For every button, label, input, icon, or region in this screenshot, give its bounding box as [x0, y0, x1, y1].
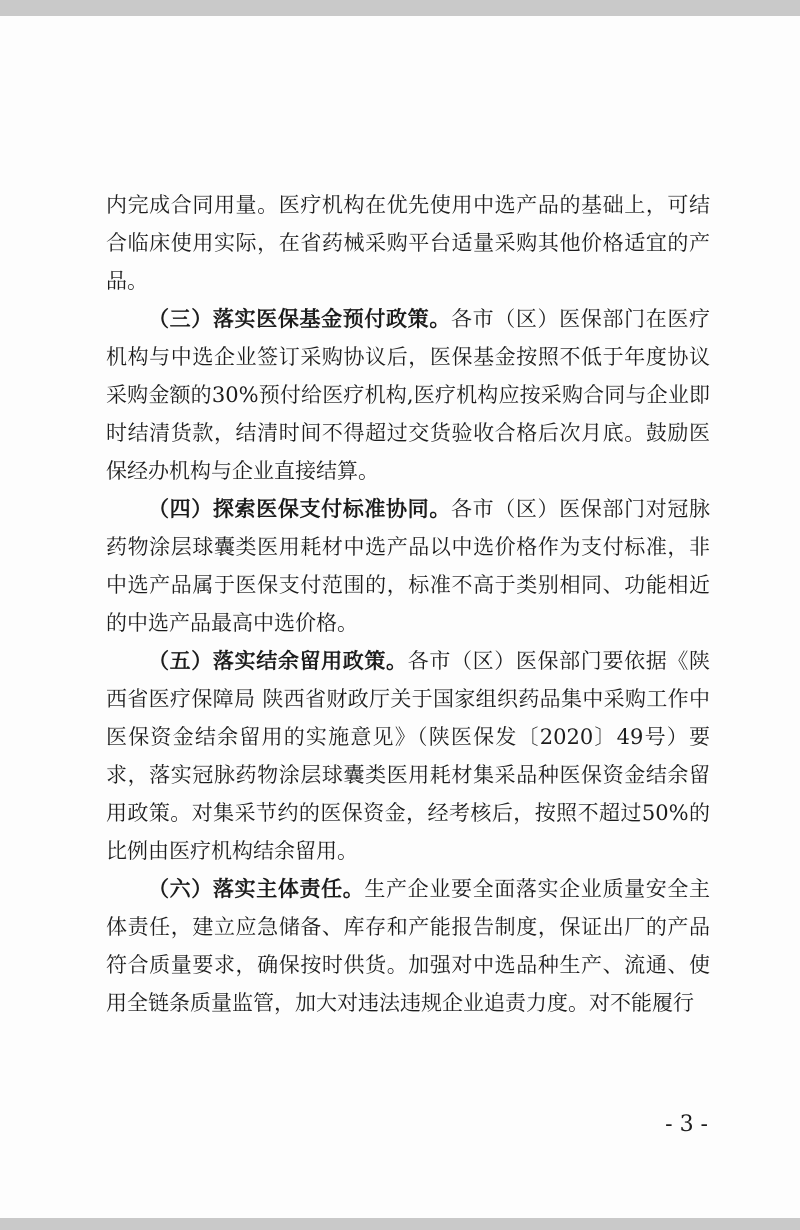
scan-border-bottom: [0, 1218, 800, 1230]
document-body: [106, 186, 710, 1022]
paragraph-section-4: [106, 490, 710, 642]
section-heading: （四）探索医保支付标准协同。: [148, 497, 451, 521]
section-heading: （六）落实主体责任。: [148, 877, 365, 901]
paragraph-text: 各市（区）医保部门在医疗机构与中选企业签订采购协议后，医保基金按照不低于年度协议采购金额的30%预付给医疗机构,医疗机构应按采购合同与企业即时结清货款，结清时间不得超过交货验收合格后次月底。鼓励医保经办机构与企业直接结算。: [106, 307, 711, 483]
paragraph-section-3: [106, 300, 710, 490]
section-heading: （五）落实结余留用政策。: [148, 649, 408, 673]
page-number: - 3 -: [665, 1112, 708, 1137]
paragraph-continuation: [106, 186, 710, 300]
scan-border-top: [0, 0, 800, 16]
paragraph-section-5: [106, 642, 710, 870]
paragraph-text: 各市（区）医保部门对冠脉药物涂层球囊类医用耗材中选产品以中选价格作为支付标准，非中选产品属于医保支付范围的，标准不高于类别相同、功能相近的中选产品最高中选价格。: [106, 497, 711, 635]
section-heading: （三）落实医保基金预付政策。: [148, 307, 451, 331]
paragraph-text: 生产企业要全面落实企业质量安全主体责任，建立应急储备、库存和产能报告制度，保证出厂的产品符合质量要求，确保按时供货。加强对中选品种生产、流通、使用全链条质量监管，加大对违法违规企业追责力度。对不能履行: [106, 877, 711, 1015]
paragraph-section-6: [106, 870, 710, 1022]
paragraph-text: 内完成合同用量。医疗机构在优先使用中选产品的基础上，可结合临床使用实际，在省药械采购平台适量采购其他价格适宜的产品。: [106, 193, 710, 293]
paragraph-text: 各市（区）医保部门要依据《陕西省医疗保障局 陕西省财政厅关于国家组织药品集中采购工作中医保资金结余留用的实施意见》（陕医保发〔2020〕49号）要求，落实冠脉药物涂层球囊类医用耗材集采品种医保资金结余留用政策。对集采节约的医保资金，经考核后，按照不超过50%的比例由医疗机构结余留用。: [106, 649, 711, 863]
